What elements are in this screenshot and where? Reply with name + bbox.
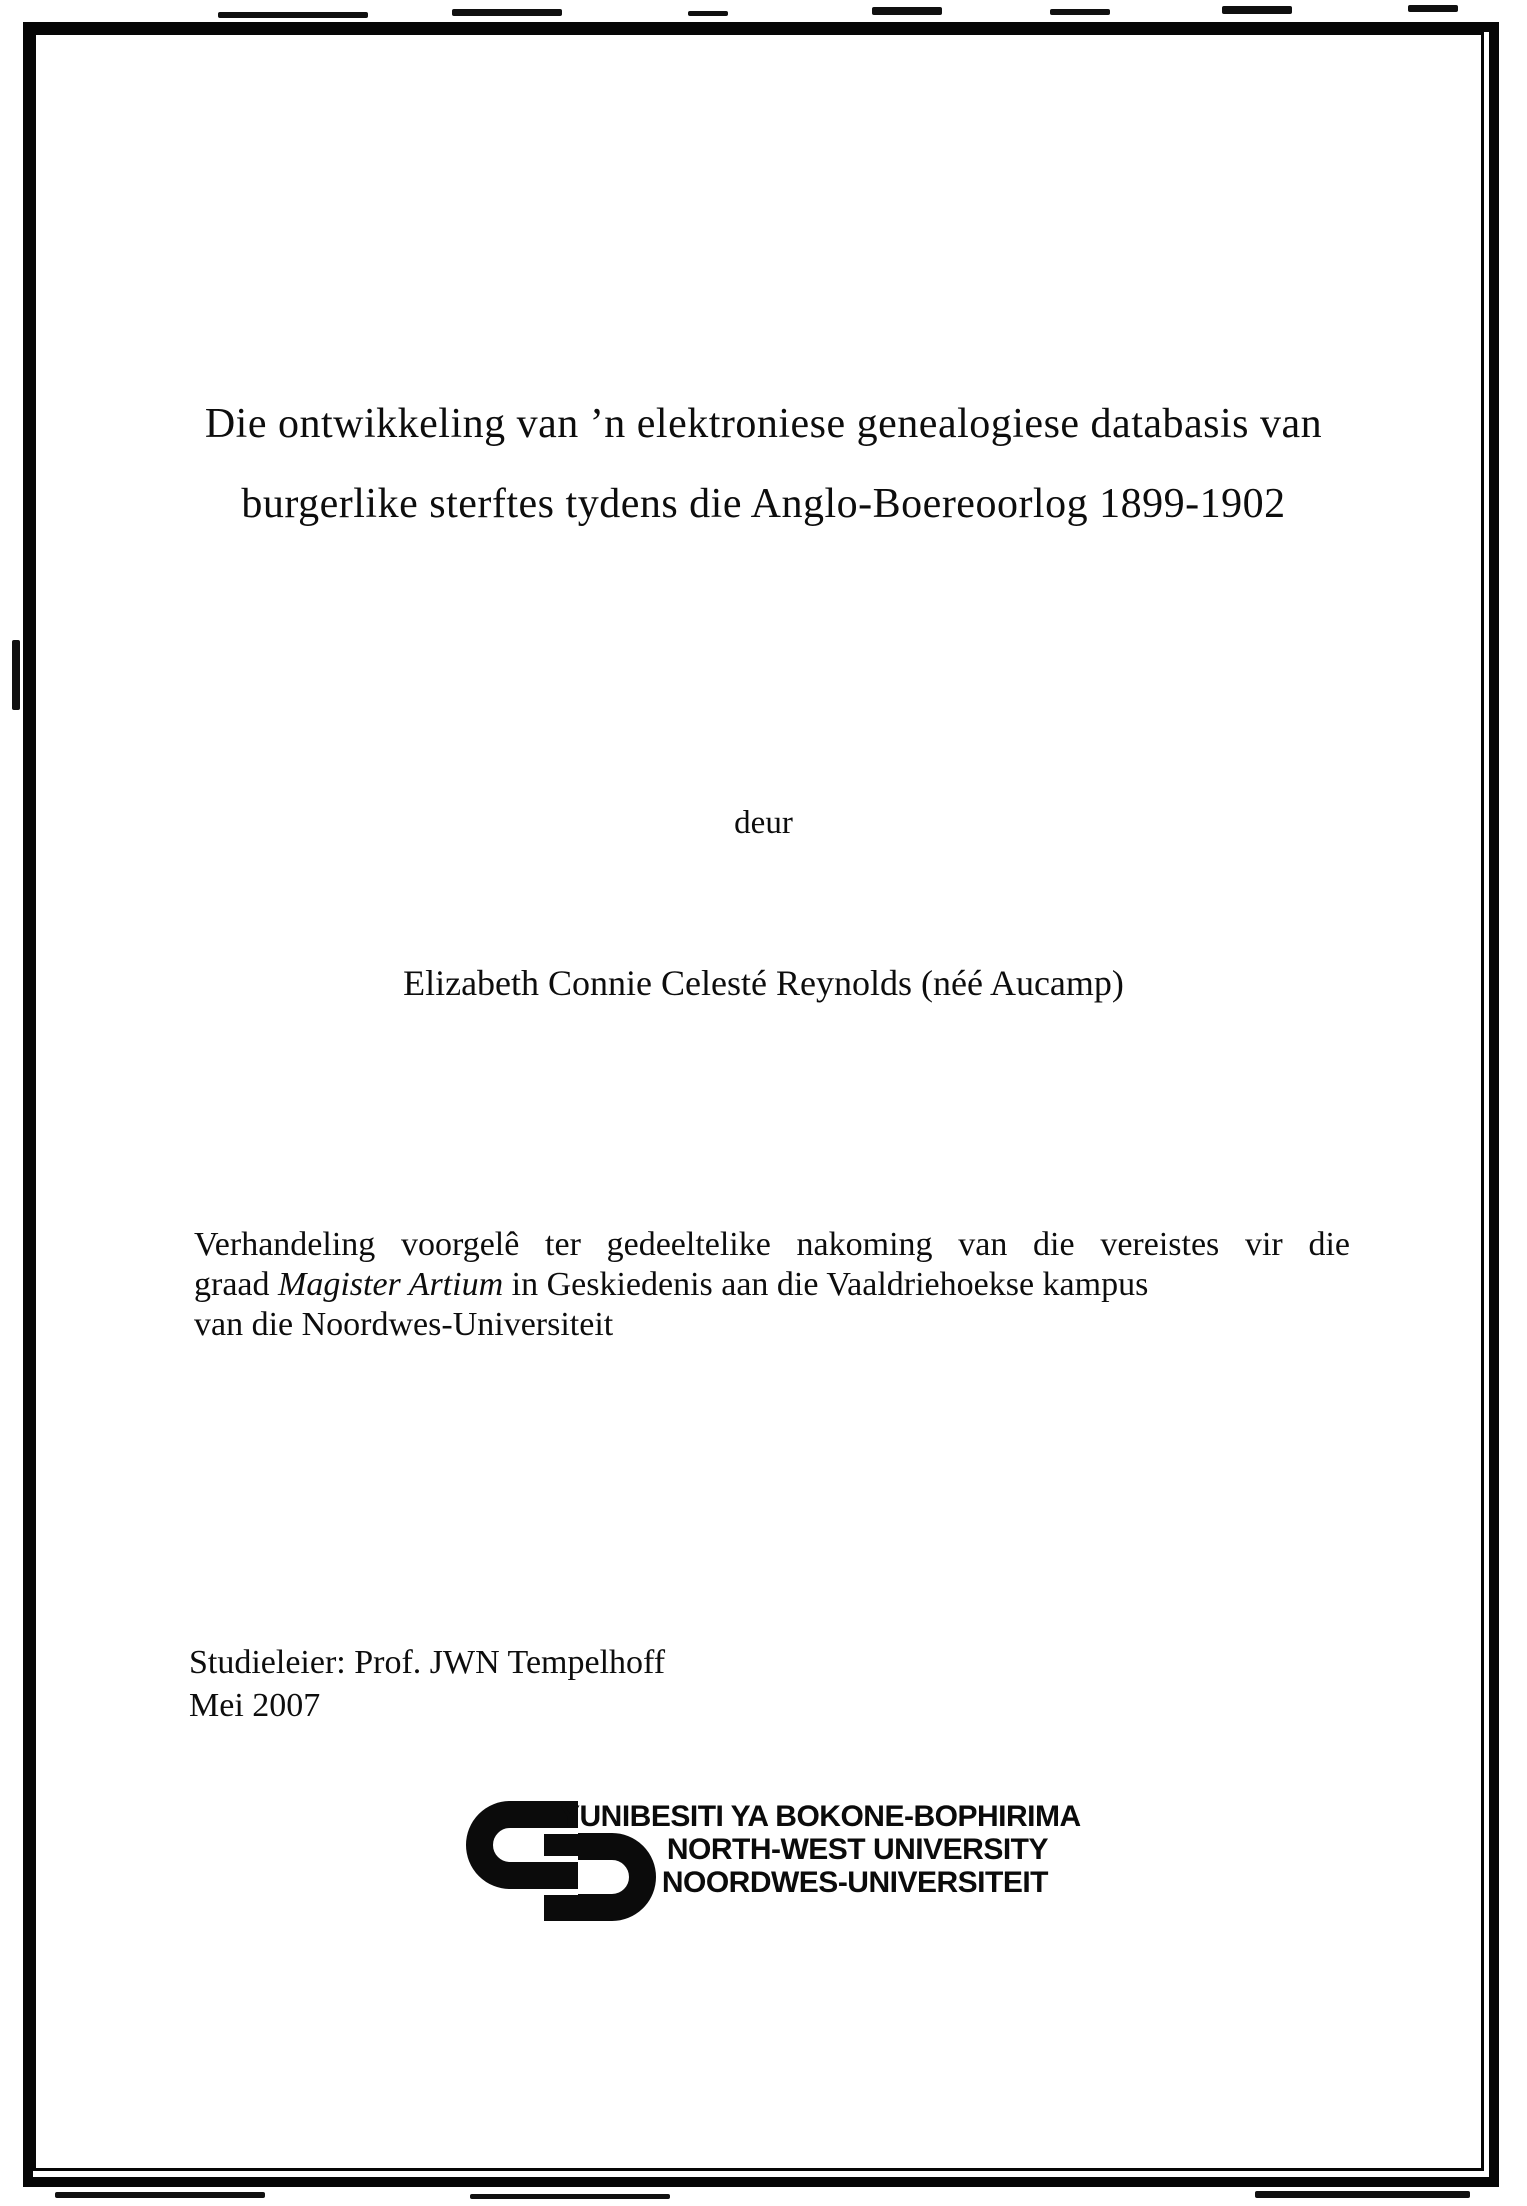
- scan-artifact: [470, 2194, 670, 2199]
- scan-artifact: [1408, 5, 1458, 12]
- date-line: Mei 2007: [189, 1687, 321, 1724]
- scan-artifact: [452, 9, 562, 16]
- degree-statement: [194, 1225, 1350, 1345]
- author-name: Elizabeth Connie Celesté Reynolds (néé Aucamp): [403, 963, 1124, 1003]
- degree-title-italic: Magister Artium: [278, 1266, 504, 1303]
- degree-statement-line2-suffix: in Geskiedenis aan die Vaaldriehoekse kampus: [503, 1266, 1149, 1303]
- byline: deur: [734, 805, 793, 841]
- degree-statement-line2: [194, 1265, 1350, 1305]
- degree-statement-line2-prefix: graad: [194, 1266, 279, 1303]
- scan-artifact: [688, 11, 728, 16]
- university-name-english: NORTH-WEST UNIVERSITY: [666, 1833, 1048, 1866]
- degree-statement-line1: Verhandeling voorgelê ter gedeeltelike nakoming van die vereistes vir die: [194, 1226, 1350, 1263]
- scan-artifact: [1222, 6, 1292, 14]
- supervisor-line: Studieleier: Prof. JWN Tempelhoff: [189, 1644, 666, 1681]
- thesis-title-line2: burgerlike sterftes tydens die Anglo-Boereoorlog 1899-1902: [241, 481, 1286, 527]
- supervisor-block: [189, 1641, 665, 1727]
- university-name-afrikaans: NOORDWES-UNIVERSITEIT: [661, 1866, 1048, 1899]
- degree-statement-line3: van die Noordwes-Universiteit: [194, 1306, 614, 1343]
- scan-artifact: [872, 7, 942, 15]
- scan-artifact: [12, 640, 20, 710]
- thesis-title-line1: Die ontwikkeling van ’n elektroniese genealogiese databasis van: [204, 401, 1323, 447]
- scan-artifact: [1255, 2191, 1470, 2198]
- scan-artifact: [1050, 9, 1110, 15]
- university-name-block: [560, 1800, 1081, 1899]
- university-name-setswana: YUNIBESITI YA BOKONE-BOPHIRIMA: [560, 1800, 1081, 1833]
- scan-artifact: [55, 2192, 265, 2198]
- thesis-title: [60, 384, 1467, 544]
- scan-artifact: [218, 12, 368, 18]
